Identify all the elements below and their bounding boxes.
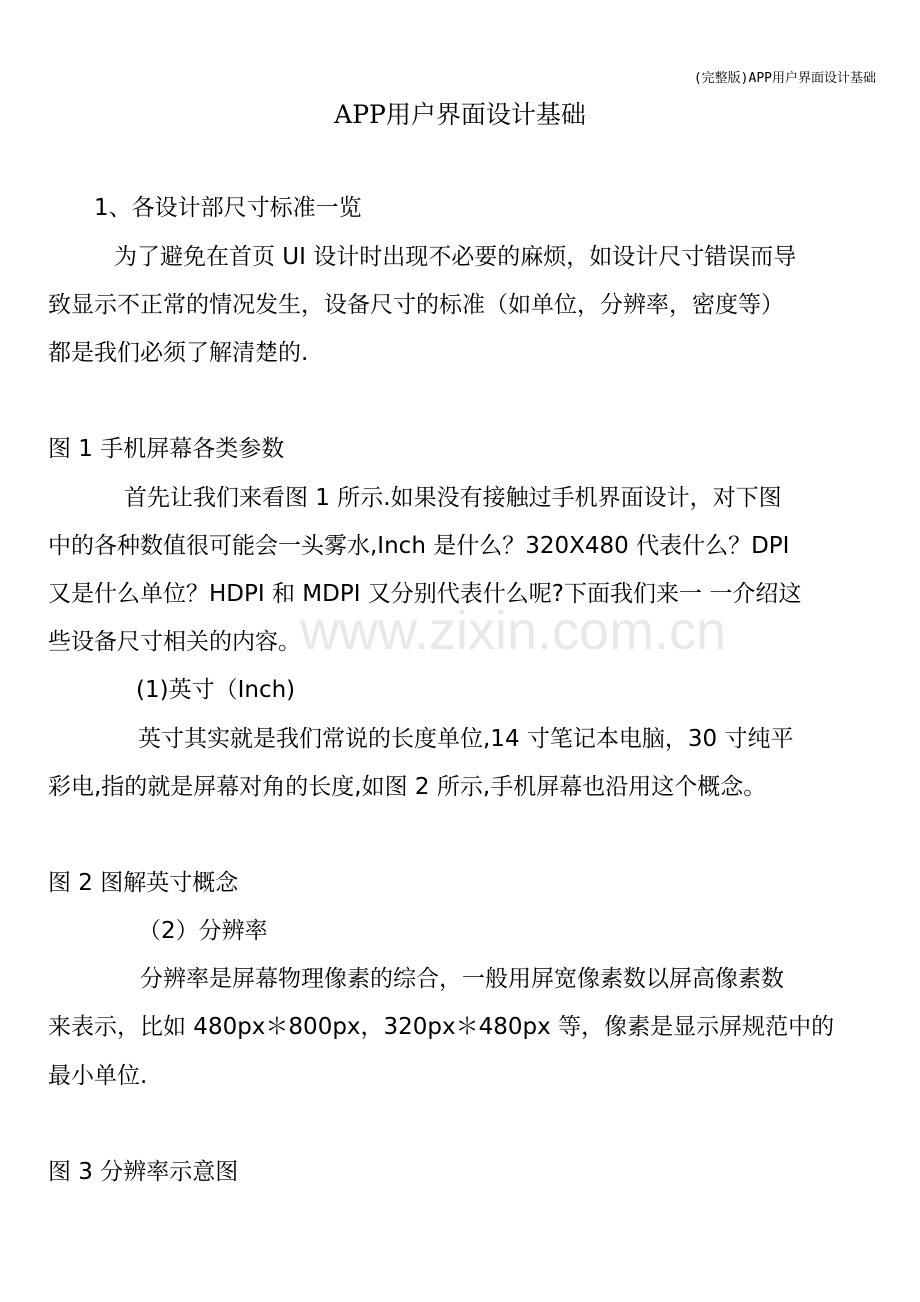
paragraph-line: 些设备尺寸相关的内容。 [48,629,301,655]
document-title: APP用户界面设计基础 [334,100,586,129]
subsection-heading: (1)英寸（Inch) [136,677,296,703]
figure-caption: 图 2 图解英寸概念 [48,870,239,896]
paragraph-line: 致显示不正常的情况发生，设备尺寸的标准（如单位，分辨率，密度等） [48,292,784,318]
paragraph-line: 又是什么单位？HDPI 和 MDPI 又分别代表什么呢?下面我们来一 一介绍这 [48,581,802,607]
paragraph-line: 为了避免在首页 UI 设计时出现不必要的麻烦，如设计尺寸错误而导 [114,244,797,270]
paragraph-line: 英寸其实就是我们常说的长度单位,14 寸笔记本电脑，30 寸纯平 [138,726,794,752]
paragraph-line: 来表示，比如 480px＊800px，320px＊480px 等，像素是显示屏规范中的 [48,1014,835,1040]
paragraph-line: 首先让我们来看图 1 所示.如果没有接触过手机界面设计，对下图 [124,485,782,511]
running-header: (完整版)APP用户界面设计基础 [693,71,876,86]
figure-caption: 图 3 分辨率示意图 [48,1159,239,1185]
paragraph-line: 最小单位. [48,1063,148,1089]
paragraph-line: 彩电,指的就是屏幕对角的长度,如图 2 所示,手机屏幕也沿用这个概念。 [48,774,767,800]
figure-caption: 图 1 手机屏幕各类参数 [48,436,285,462]
subsection-heading: （2）分辨率 [138,918,268,944]
section-heading: 1、各设计部尺寸标准一览 [94,195,362,221]
paragraph-line: 分辨率是屏幕物理像素的综合，一般用屏宽像素数以屏高像素数 [140,966,784,992]
paragraph-line: 中的各种数值很可能会一头雾水,Inch 是什么？320X480 代表什么？DPI [48,533,790,559]
watermark: www.zixin.com.cn [300,601,727,661]
paragraph-line: 都是我们必须了解清楚的. [48,340,309,366]
